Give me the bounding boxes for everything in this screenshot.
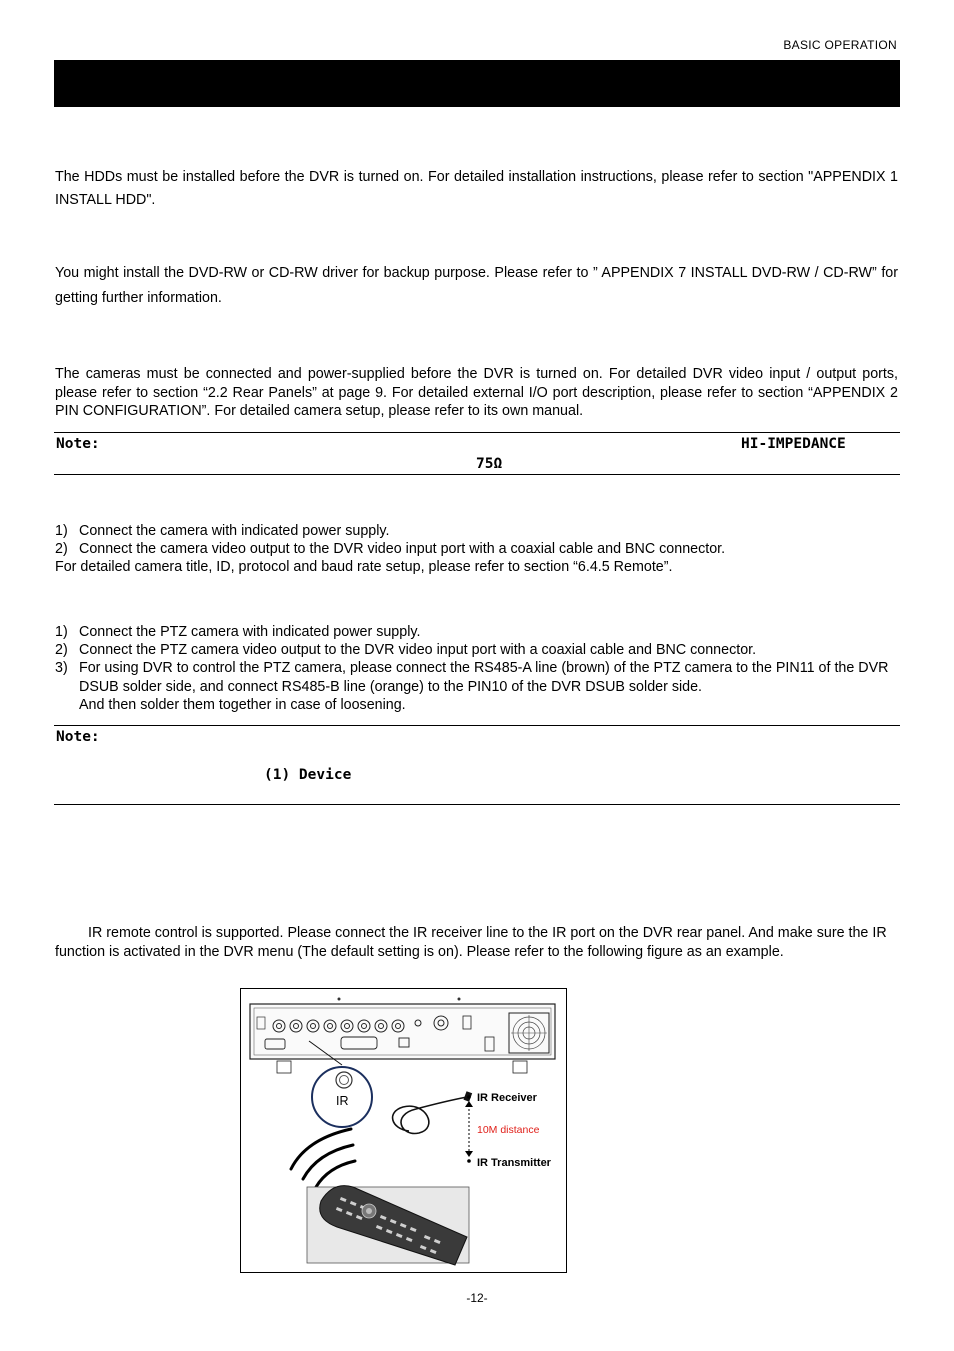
remote-control-image bbox=[307, 1186, 469, 1265]
ir-paragraph: IR remote control is supported. Please connect the IR receiver line to the IR port on the DVR rear panel. And make sure the IR function is activated in the DVR menu (The default setting is on). Please refer to the following figure as an example. bbox=[55, 925, 887, 960]
note2-top-rule bbox=[54, 725, 900, 726]
ir-receiver-cable bbox=[393, 1097, 467, 1133]
note1-label: Note: bbox=[56, 436, 100, 452]
list-item: 1) Connect the PTZ camera with indicated power supply. bbox=[55, 624, 421, 640]
list-item: 1) Connect the camera with indicated power supply. bbox=[55, 523, 390, 539]
note1-bottom-rule bbox=[54, 474, 900, 475]
note1-hi-impedance: HI-IMPEDANCE bbox=[741, 436, 846, 452]
chapter-title-bar bbox=[54, 60, 900, 107]
ir-signal-waves-icon bbox=[291, 1129, 355, 1187]
note1-top-rule bbox=[54, 432, 900, 433]
distance-label: 10M distance bbox=[477, 1124, 540, 1136]
ir-transmitter-label: IR Transmitter bbox=[477, 1157, 551, 1169]
list-item: 3) For using DVR to control the PTZ camera, please connect the RS485-A line (brown) of the PTZ camera to the PIN11 of the DVR DSUB solder side, and connect RS485-B line (orange) to the PIN10 of the DVR DSUB solder side. bbox=[55, 660, 889, 695]
note2-label: Note: bbox=[56, 729, 100, 745]
ir-port-label: IR bbox=[336, 1094, 349, 1108]
note2-bottom-rule bbox=[54, 804, 900, 805]
dvd-paragraph: You might install the DVD-RW or CD-RW driver for backup purpose. Please refer to ” APPENDIX 7 INSTALL DVD-RW / CD-RW” for getting further information. bbox=[55, 265, 898, 306]
ir-receiver-label: IR Receiver bbox=[477, 1092, 537, 1104]
ptz-step3-continuation: And then solder them together in case of loosening. bbox=[79, 696, 406, 713]
camera-paragraph: The cameras must be connected and power-supplied before the DVR is turned on. For detailed DVR video input / output ports, please refer to section “2.2 Rear Panels” at page 9. For detailed external I/O port description, please refer to section “APPENDIX 2 PIN CONFIGURATION”. For detailed camera setup, please refer to its own manual. bbox=[55, 366, 898, 419]
dvr-rear-panel bbox=[250, 998, 555, 1074]
hdd-paragraph: The HDDs must be installed before the DVR is turned on. For detailed installation instructions, please refer to section "APPENDIX 1 INSTALL HDD". bbox=[55, 169, 898, 208]
section-header-label: BASIC OPERATION bbox=[783, 38, 897, 52]
page-number: -12- bbox=[466, 1291, 488, 1305]
list-item: 2) Connect the camera video output to the DVR video input port with a coaxial cable and BNC connector. bbox=[55, 541, 726, 558]
note2-device: (1) Device bbox=[264, 767, 352, 783]
note1-ohm: 75Ω bbox=[476, 456, 503, 472]
list-item: 2) Connect the PTZ camera video output to the DVR video input port with a coaxial cable and BNC connector. bbox=[55, 642, 757, 659]
ir-connection-figure bbox=[240, 988, 567, 1273]
normal-camera-footer: For detailed camera title, ID, protocol and baud rate setup, please refer to section “6.4.5 Remote”. bbox=[55, 559, 673, 576]
normal-camera-steps bbox=[55, 522, 900, 577]
ptz-camera-steps bbox=[55, 623, 900, 714]
ir-figure-illustration bbox=[241, 989, 566, 1272]
